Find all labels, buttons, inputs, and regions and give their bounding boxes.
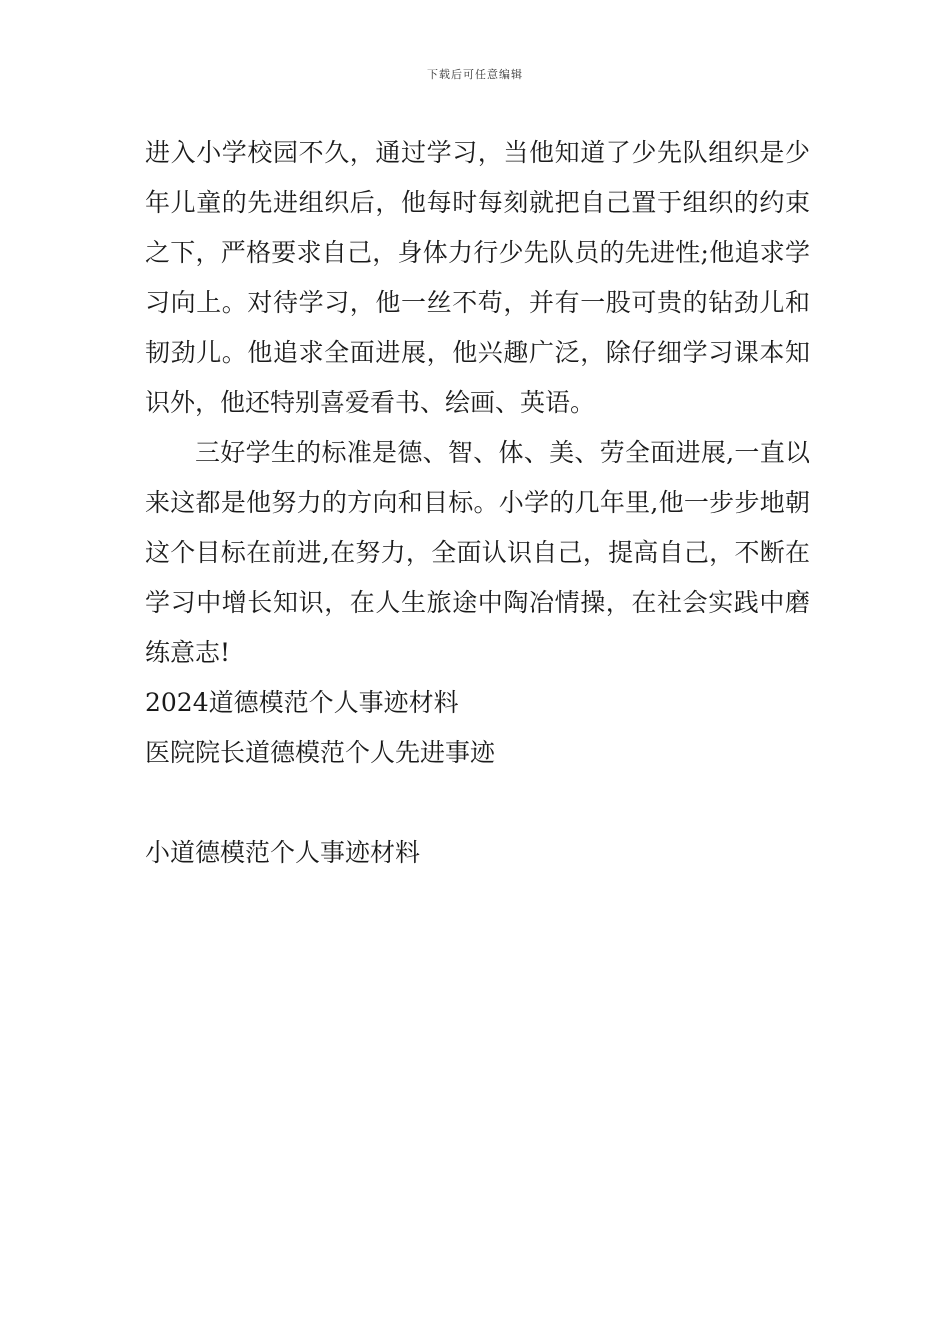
paragraph-2: 三好学生的标准是德、智、体、美、劳全面进展,一直以来这都是他努力的方向和目标。小学的几年里,他一步步地朝这个目标在前进,在努力，全面认识自己，提高自己，不断在学习中增长知识，在人生旅途中陶冶情操，在社会实践中磨练意志! (145, 438, 810, 667)
related-title-2: 医院院长道德模范个人先进事迹 (145, 738, 496, 767)
document-body (145, 128, 810, 878)
related-title-1: 2024道德模范个人事迹材料 (145, 688, 459, 717)
related-title-3: 小道德模范个人事迹材料 (145, 838, 421, 867)
blank-line (145, 778, 810, 828)
paragraph-1: 进入小学校园不久，通过学习，当他知道了少先队组织是少年儿童的先进组织后，他每时每刻就把自己置于组织的约束之下，严格要求自己，身体力行少先队员的先进性;他追求学习向上。对待学习，他一丝不苟，并有一股可贵的钻劲儿和韧劲儿。他追求全面进展，他兴趣广泛，除仔细学习课本知识外，他还特别喜爱看书、绘画、英语。 (145, 138, 810, 417)
header-note: 下载后可任意编辑 (427, 68, 523, 81)
